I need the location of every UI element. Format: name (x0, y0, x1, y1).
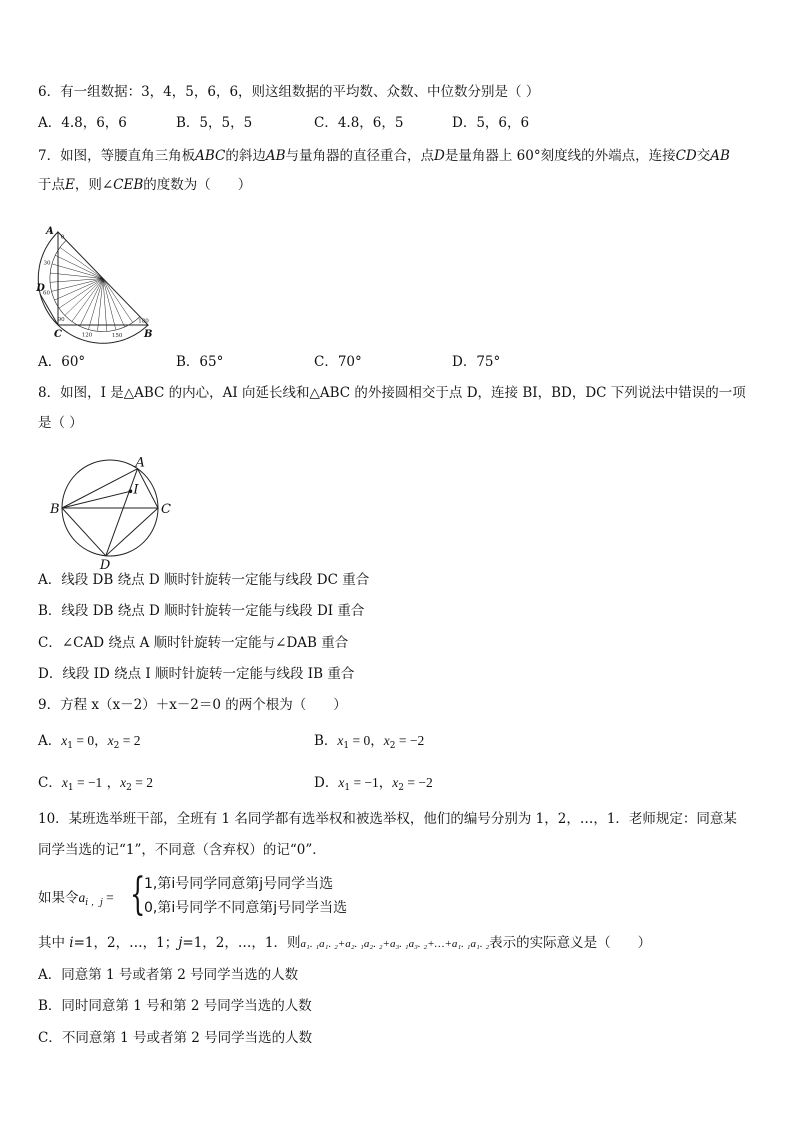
q8-label-b: B (50, 502, 60, 517)
q7-stem-line2: 于点E，则∠CEB的度数为（ ） (38, 177, 252, 193)
q8-option-b[interactable]: B．线段 DB 绕点 D 顺时针旋转一定能与线段 DI 重合 (38, 603, 365, 619)
q10-option-a[interactable]: A．同意第 1 号或者第 2 号同学当选的人数 (38, 967, 299, 983)
q7-option-c[interactable]: C．70° (314, 354, 362, 370)
q8-option-c[interactable]: C．∠CAD 绕点 A 顺时针旋转一定能与∠DAB 重合 (38, 635, 349, 651)
q7-option-d[interactable]: D．75° (452, 354, 501, 370)
q7-label-a: A (46, 226, 54, 237)
q7-protractor-figure (38, 205, 188, 345)
q7-protractor-ray (98, 279, 104, 332)
q8-label-a: A (135, 455, 145, 471)
q6-option-b[interactable]: B．5，5，5 (176, 115, 253, 131)
q6-option-a[interactable]: A．4.8，6，6 (38, 115, 127, 131)
q7-tick-label: 30 (43, 260, 51, 267)
q8-incenter-dot (129, 490, 132, 493)
q10-case-2: 0,第i号同学不同意第j号同学当选 (144, 900, 348, 916)
q7-tick-label: 120 (81, 332, 93, 339)
q9-option-d[interactable]: D．$x_1 = -1$，$x_2 = -2$ (314, 775, 433, 793)
q8-option-d[interactable]: D．线段 ID 绕点 I 顺时针旋转一定能与线段 IB 重合 (38, 666, 355, 682)
q7-protractor-ray (66, 240, 103, 278)
q6-stem: 6．有一组数据：3，4，5，6，6，则这组数据的平均数、众数、中位数分别是（ ） (38, 84, 540, 100)
q8-segment-dc (106, 508, 158, 556)
q10-stem-line2: 同学当选的记“1”，不同意（含弃权）的记“0”． (38, 842, 326, 858)
q7-tick-label: 90 (57, 317, 65, 323)
q7-segment-cd (40, 294, 58, 325)
q8-triangle-abc (62, 469, 158, 508)
q7-tick-label: 180 (138, 318, 149, 325)
q6-option-c[interactable]: C．4.8，6，5 (314, 115, 404, 131)
q7-protractor-ray (55, 279, 104, 301)
q9-option-c[interactable]: C．$x_1 = -1$ ，$x_2 = 2$ (38, 775, 153, 793)
q7-option-a[interactable]: A．60° (38, 354, 86, 370)
q7-label-d: D (36, 283, 45, 295)
q8-stem-line2: 是（ ） (38, 415, 83, 431)
q8-label-d: D (99, 557, 111, 573)
q7-protractor-ray (103, 279, 140, 317)
q7-protractor-outer-arc (38, 232, 148, 343)
q10-stem-line3: 其中 i=1，2，…，1；j=1，2，…，1．则a₁. ₁a₁. ₂+a₂. ₁a₂. ₂+a₃. ₁a₃. ₂+…+a₁. ₁a₁. ₂表示的实际意义是（ ） (38, 935, 652, 951)
q7-label-b: B (144, 329, 153, 340)
q7-stem-line1: 7．如图，等腰直角三角板ABC的斜边AB与量角器的直径重合，点D是量角器上 60°刻度线的外端点，连接CD交AB (38, 148, 730, 164)
q10-option-b[interactable]: B．同时同意第 1 号和第 2 号同学当选的人数 (38, 998, 312, 1014)
q9-stem: 9．方程 x（x－2）＋x－2＝0 的两个根为（ ） (38, 697, 347, 713)
brace-icon: { (130, 869, 146, 920)
q7-protractor-ray (65, 279, 103, 316)
q10-ruling-label: 如果令$a_{i ,j}$ = (38, 890, 114, 908)
q9-option-a[interactable]: A．$x_1 = 0$，$x_2 = 2$ (38, 733, 141, 751)
q8-segment-bi (62, 491, 130, 508)
q10-stem-line1: 10．某班选举班干部，全班有 1 名同学都有选举权和被选举权，他们的编号分别为 1，2，…，1．老师规定：同意某 (38, 811, 737, 827)
q10-case-1: 1,第i号同学同意第j号同学当选 (144, 876, 334, 892)
q8-label-c: C (161, 502, 171, 517)
q7-protractor-ray (103, 279, 125, 328)
q6-option-d[interactable]: D．5，6，6 (452, 115, 530, 131)
q7-protractor-ray (60, 247, 103, 278)
q7-protractor-ray (103, 279, 133, 323)
q10-option-c[interactable]: C．不同意第 1 号或者第 2 号同学当选的人数 (38, 1030, 313, 1046)
q8-circle-figure (38, 440, 178, 573)
q8-label-i: I (133, 482, 139, 498)
q7-option-b[interactable]: B．65° (176, 354, 224, 370)
q7-tick-label: 150 (111, 333, 123, 339)
q7-tick-label: 60 (43, 290, 50, 297)
q7-label-c: C (54, 329, 62, 340)
q8-stem-line1: 8．如图，I 是△ABC 的内心，AI 向延长线和△ABC 的外接圆相交于点 D，连接 BI，BD，DC 下列说法中错误的一项 (38, 385, 746, 401)
q9-option-b[interactable]: B．$x_1 = 0$，$x_2 = -2$ (314, 733, 425, 751)
q8-option-a[interactable]: A．线段 DB 绕点 D 顺时针旋转一定能与线段 DC 重合 (38, 572, 370, 588)
q7-tick-label: 0 (60, 234, 65, 241)
q7-protractor-ray (59, 279, 103, 309)
q10-sum-expression: a₁. ₁a₁. ₂+a₂. ₁a₂. ₂+a₃. ₁a₃. ₂+…+a₁. ₁a₁. ₂ (300, 938, 490, 950)
